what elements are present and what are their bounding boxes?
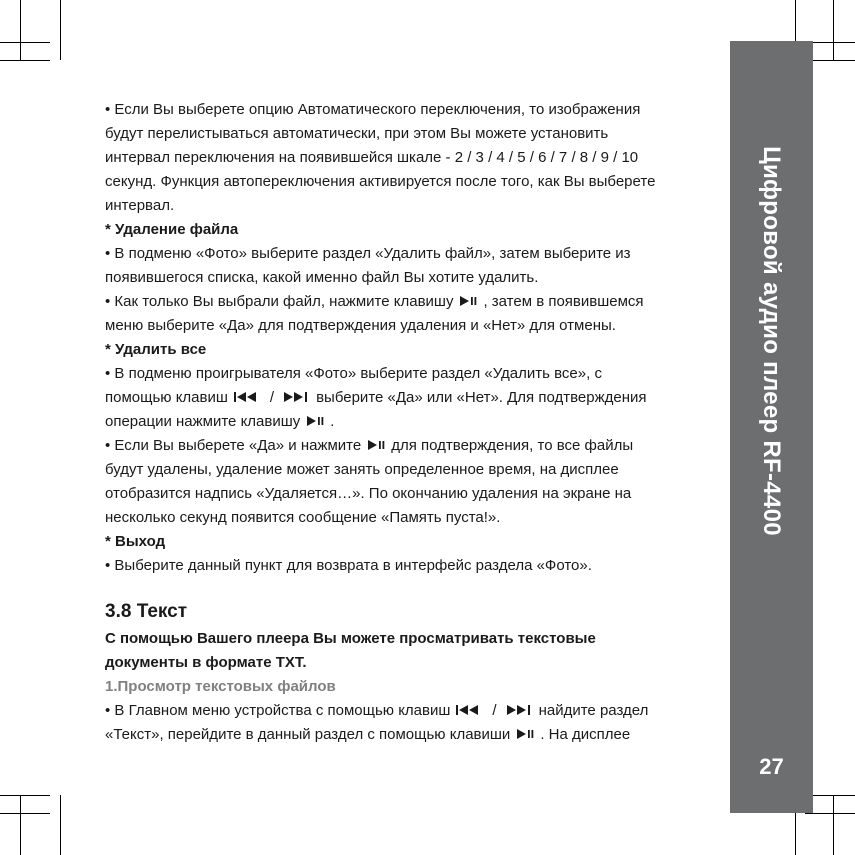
section-title: 3.8 Текст	[105, 601, 188, 622]
text-line	[105, 699, 715, 723]
subheading-delete-all: * Удалить все	[105, 341, 207, 358]
crop-mark	[60, 0, 61, 60]
play-pause-icon	[514, 728, 536, 740]
section-intro: документы в формате TXT.	[105, 654, 307, 671]
text-fragment: найдите раздел	[538, 702, 649, 719]
next-track-icon	[278, 391, 312, 403]
text-line	[105, 386, 715, 410]
crop-mark	[833, 0, 834, 60]
text-line: будут удалены, удаление может занять определенное время, на дисплее	[105, 461, 619, 478]
text-fragment: помощью клавиш	[105, 389, 228, 406]
text-line: • В подменю проигрывателя «Фото» выберите раздел «Удалить все», с	[105, 365, 602, 382]
text-line	[105, 723, 715, 747]
text-fragment: , затем в появившемся	[483, 293, 644, 310]
side-banner	[730, 41, 813, 813]
text-line: • Если Вы выберете опцию Автоматического переключения, то изображения	[105, 101, 641, 118]
text-line: несколько секунд появится сообщение «Память пуста!».	[105, 509, 501, 526]
text-fragment: для подтверждения, то все файлы	[391, 437, 634, 454]
text-line: • В подменю «Фото» выберите раздел «Удалить файл», затем выберите из	[105, 245, 631, 262]
play-pause-icon	[304, 415, 326, 427]
crop-mark	[0, 42, 50, 43]
crop-mark	[0, 60, 50, 61]
text-line: будут перелистываться автоматически, при этом Вы можете установить	[105, 125, 609, 142]
text-line: интервал переключения на появившейся шкале - 2 / 3 / 4 / 5 / 6 / 7 / 8 / 9 / 10	[105, 149, 639, 166]
previous-track-icon	[454, 704, 488, 716]
next-track-icon	[501, 704, 535, 716]
play-pause-icon	[457, 295, 479, 307]
page-number: 27	[759, 754, 784, 779]
text-fragment: выберите «Да» или «Нет». Для подтверждения	[316, 389, 647, 406]
text-line: отобразится надпись «Удаляется…». По окончанию удаления на экране на	[105, 485, 632, 502]
crop-mark	[60, 795, 61, 855]
previous-track-icon	[232, 391, 266, 403]
separator: /	[269, 389, 275, 406]
text-line: секунд. Функция автопереключения активируется после того, как Вы выберете	[105, 173, 656, 190]
text-line: интервал.	[105, 197, 175, 214]
crop-mark	[20, 795, 21, 855]
page-content	[105, 98, 715, 747]
section-intro: С помощью Вашего плеера Вы можете просматривать текстовые	[105, 630, 596, 647]
crop-mark	[833, 795, 834, 855]
crop-mark	[0, 795, 50, 796]
play-pause-icon	[365, 439, 387, 451]
text-line	[105, 410, 715, 434]
side-banner-title: Цифровой аудио плеер RF-4400	[758, 146, 785, 536]
text-fragment: операции нажмите клавишу	[105, 413, 301, 430]
text-line	[105, 434, 715, 458]
text-line: меню выберите «Да» для подтверждения удаления и «Нет» для отмены.	[105, 317, 616, 334]
text-fragment: .	[330, 413, 335, 430]
text-fragment: «Текст», перейдите в данный раздел с помощью клавиши	[105, 726, 511, 743]
text-fragment: . На дисплее	[540, 726, 631, 743]
text-line	[105, 290, 715, 314]
subheading-exit: * Выход	[105, 533, 166, 550]
text-fragment: • Если Вы выберете «Да» и нажмите	[105, 437, 362, 454]
separator: /	[492, 702, 497, 719]
subheading-delete-file: * Удаление файла	[105, 221, 239, 238]
crop-mark	[805, 813, 855, 814]
text-fragment: • Как только Вы выбрали файл, нажмите клавишу	[105, 293, 454, 310]
subsection-title: 1.Просмотр текстовых файлов	[105, 678, 336, 695]
text-line: появившегося списка, какой именно файл Вы хотите удалить.	[105, 269, 539, 286]
text-line: • Выберите данный пункт для возврата в интерфейс раздела «Фото».	[105, 557, 592, 574]
crop-mark	[0, 813, 50, 814]
text-fragment: • В Главном меню устройства с помощью клавиш	[105, 702, 451, 719]
crop-mark	[20, 0, 21, 60]
